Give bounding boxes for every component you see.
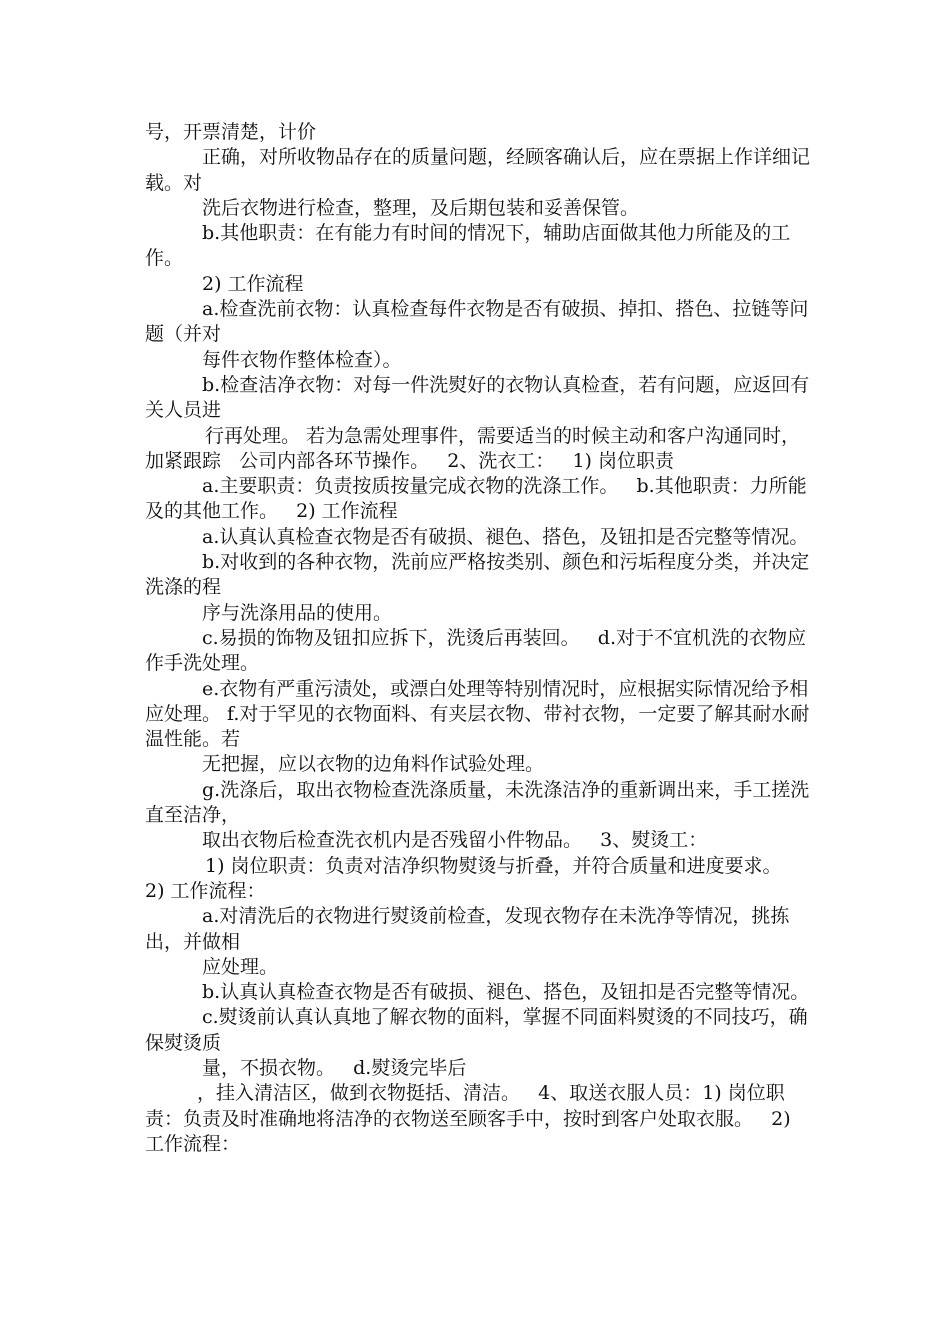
- paragraph-25: ，挂入清洁区，做到衣物挺括、清洁。 4、取送衣服人员：1) 岗位职责：负责及时准确地将洁净的衣物送至顾客手中，按时到客户处取衣服。 2) 工作流程：: [145, 1082, 797, 1155]
- paragraph-5: 2) 工作流程: [202, 272, 304, 295]
- paragraph-20: a.对清洗后的衣物进行熨烫前检查，发现衣物存在未洗净等情况，挑拣出，并做相: [145, 905, 790, 953]
- paragraph-9: 行再处理。 若为急需处理事件，需要适当的时候主动和客户沟通同时，加紧跟踪 公司内部各环节操作。 2、洗衣工： 1) 岗位职责: [145, 424, 801, 472]
- paragraph-24: 量，不损衣物。 d.熨烫完毕后: [202, 1056, 467, 1079]
- paragraph-13: 序与洗涤用品的使用。: [202, 601, 393, 624]
- paragraph-23: c.熨烫前认真认真地了解衣物的面料，掌握不同面料熨烫的不同技巧，确保熨烫质: [145, 1006, 808, 1054]
- paragraph-2: 正确，对所收物品存在的质量问题，经顾客确认后，应在票据上作详细记载。对: [145, 146, 811, 194]
- paragraph-17: g.洗涤后，取出衣物检查洗涤质量，未洗涤洁净的重新调出来，手工搓洗直至洁净，: [145, 778, 810, 827]
- paragraph-6: a.检查洗前衣物：认真检查每件衣物是否有破损、掉扣、搭色、拉链等问题（并对: [145, 298, 809, 346]
- document-body: [145, 120, 810, 1157]
- paragraph-15: e.衣物有严重污渍处，或漂白处理等特别情况时，应根据实际情况给予相应处理。 f.对于罕见的衣物面料、有夹层衣物、带衬衣物，一定要了解其耐水耐温性能。若: [145, 677, 810, 751]
- paragraph-11: a.认真认真检查衣物是否有破损、褪色、搭色，及钮扣是否完整等情况。: [202, 525, 809, 548]
- paragraph-19: 1) 岗位职责：负责对洁净织物熨烫与折叠，并符合质量和进度要求。 2) 工作流程：: [145, 854, 800, 902]
- paragraph-18: 取出衣物后检查洗衣机内是否残留小件物品。 3、熨烫工：: [202, 829, 708, 852]
- paragraph-16: 无把握，应以衣物的边角料作试验处理。: [202, 753, 545, 776]
- paragraph-7: 每件衣物作整体检查）。: [202, 348, 402, 371]
- paragraph-22: b.认真认真检查衣物是否有破损、褪色、搭色，及钮扣是否完整等情况。: [202, 981, 810, 1004]
- paragraph-8: b.检查洁净衣物：对每一件洗熨好的衣物认真检查，若有问题，应返回有关人员进: [145, 373, 810, 422]
- paragraph-3: 洗后衣物进行检查，整理，及后期包装和妥善保管。: [202, 196, 640, 219]
- paragraph-10: a.主要职责：负责按质按量完成衣物的洗涤工作。 b.其他职责：力所能及的其他工作。 2) 工作流程: [145, 475, 807, 523]
- paragraph-1: 号，开票清楚，计价: [145, 121, 317, 143]
- paragraph-4: b.其他职责：在有能力有时间的情况下，辅助店面做其他力所能及的工作。: [145, 222, 791, 270]
- paragraph-14: c.易损的饰物及钮扣应拆下，洗烫后再装回。 d.对于不宜机洗的衣物应作手洗处理。: [145, 626, 807, 675]
- paragraph-12: b.对收到的各种衣物，洗前应严格按类别、颜色和污垢程度分类，并决定洗涤的程: [145, 551, 810, 599]
- paragraph-21: 应处理。: [202, 955, 279, 978]
